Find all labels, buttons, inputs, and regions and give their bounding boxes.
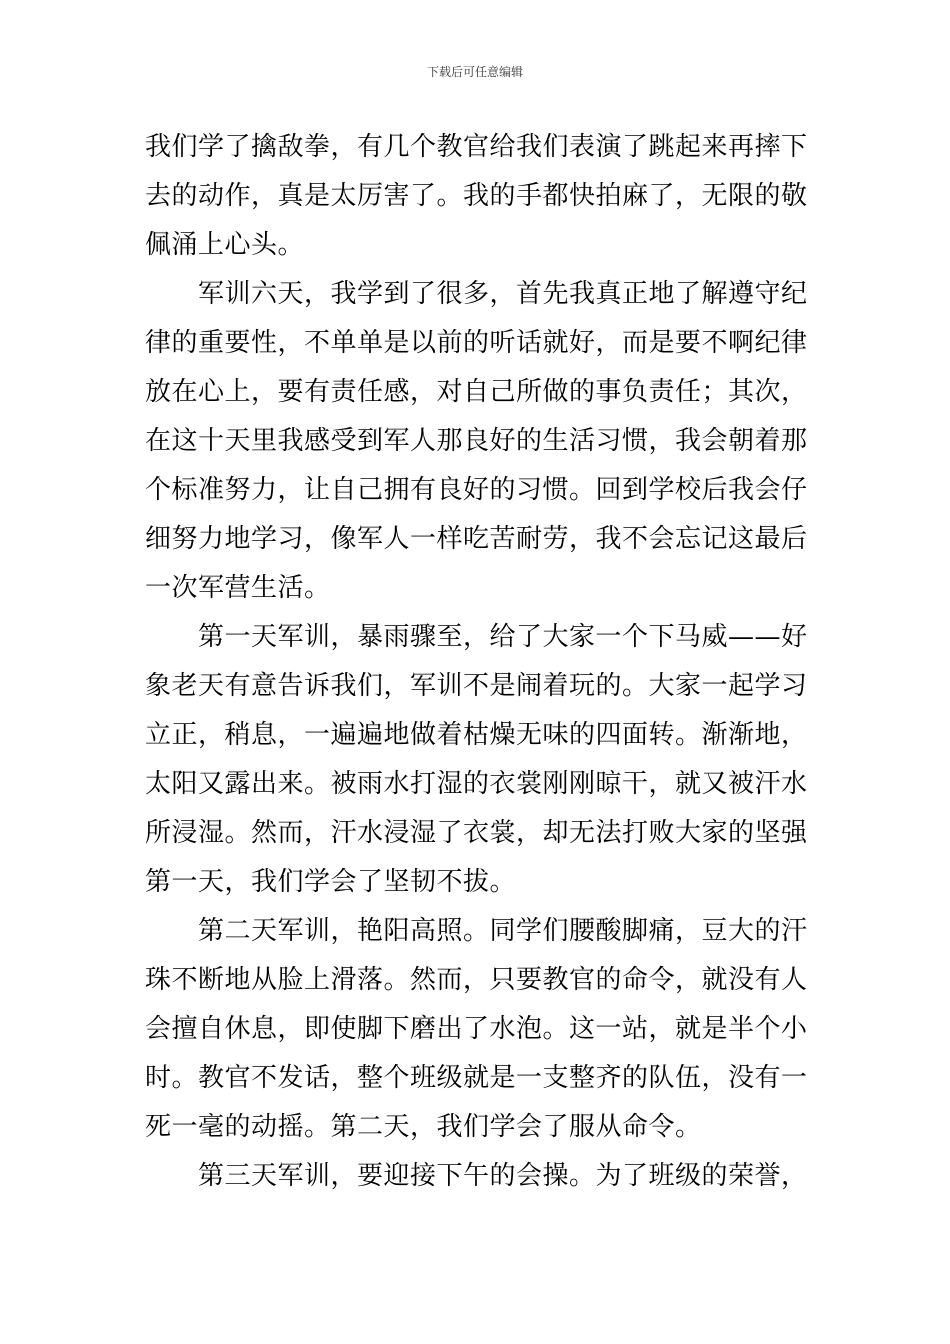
text-line: 第一天军训，暴雨骤至，给了大家一个下马威——好 bbox=[198, 622, 808, 652]
text-line: 佩涌上心头。 bbox=[145, 230, 305, 260]
text-line: 会擅自休息，即使脚下磨出了水泡。这一站，就是半个小 bbox=[145, 1014, 808, 1044]
text-line: 我们学了擒敌拳，有几个教官给我们表演了跳起来再摔下 bbox=[145, 132, 808, 162]
text-line: 去的动作，真是太厉害了。我的手都快拍麻了，无限的敬 bbox=[145, 181, 808, 211]
text-line: 细努力地学习，像军人一样吃苦耐劳，我不会忘记这最后 bbox=[145, 524, 808, 554]
text-line: 军训六天，我学到了很多，首先我真正地了解遵守纪 bbox=[198, 279, 808, 309]
text-line: 时。教官不发话，整个班级就是一支整齐的队伍，没有一 bbox=[145, 1063, 808, 1093]
text-line: 所浸湿。然而，汗水浸湿了衣裳，却无法打败大家的坚强 bbox=[145, 818, 808, 848]
document-body bbox=[145, 123, 810, 1201]
text-line: 太阳又露出来。被雨水打湿的衣裳刚刚晾干，就又被汗水 bbox=[145, 769, 808, 799]
text-line: 一次军营生活。 bbox=[145, 573, 331, 603]
text-line: 死一毫的动摇。第二天，我们学会了服从命令。 bbox=[145, 1112, 702, 1142]
text-line: 律的重要性，不单单是以前的听话就好，而是要不啊纪律 bbox=[145, 328, 808, 358]
text-line: 放在心上，要有责任感，对自己所做的事负责任；其次， bbox=[145, 377, 808, 407]
header-note: 下载后可任意编辑 bbox=[426, 65, 523, 79]
text-line: 第二天军训，艳阳高照。同学们腰酸脚痛，豆大的汗 bbox=[198, 916, 808, 946]
text-line: 第三天军训，要迎接下午的会操。为了班级的荣誉， bbox=[198, 1161, 808, 1191]
text-line: 个标准努力，让自己拥有良好的习惯。回到学校后我会仔 bbox=[145, 475, 808, 505]
text-line: 珠不断地从脸上滑落。然而，只要教官的命令，就没有人 bbox=[145, 965, 808, 995]
text-line: 在这十天里我感受到军人那良好的生活习惯，我会朝着那 bbox=[145, 426, 808, 456]
text-line: 立正，稍息，一遍遍地做着枯燥无味的四面转。渐渐地， bbox=[145, 720, 808, 750]
text-line: 第一天，我们学会了坚韧不拔。 bbox=[145, 867, 517, 897]
text-line: 象老天有意告诉我们，军训不是闹着玩的。大家一起学习 bbox=[145, 671, 808, 701]
